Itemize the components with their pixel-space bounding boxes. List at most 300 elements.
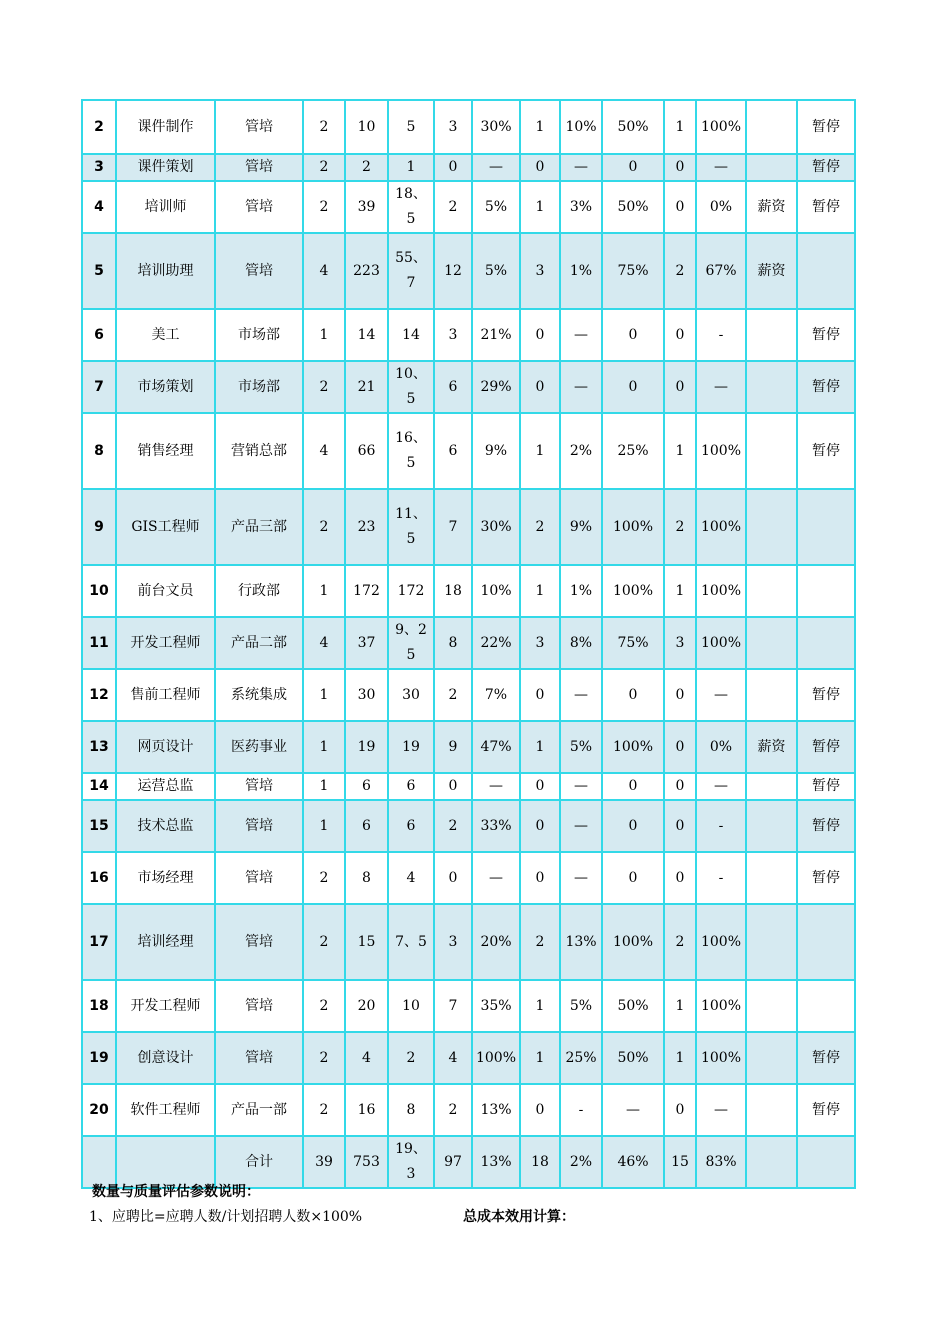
cell-r3: 0 [602,669,664,721]
cell-plan: 2 [303,980,345,1032]
cell-plan: 2 [303,1084,345,1136]
cell-hired: 1 [520,721,560,773]
cell-r3: 100% [602,565,664,617]
cell-r3: 0 [602,309,664,361]
cell-plan: 1 [303,800,345,852]
cell-r3: 0 [602,361,664,413]
cell-r3: — [602,1084,664,1136]
cell-no: 11 [82,617,116,669]
cell-r3: 100% [602,489,664,565]
cell-r2: 2% [560,413,602,489]
cell-applied: 30 [345,669,388,721]
cell-r1: 5% [472,233,520,309]
cell-plan: 2 [303,361,345,413]
cell-r4: 100% [696,1032,746,1084]
cell-plan: 2 [303,904,345,980]
cell-screened: 30 [388,669,434,721]
cell-dept: 管培 [215,154,303,181]
cell-onboard: 0 [664,361,696,413]
cell-dept: 管培 [215,100,303,154]
cell-name: 运营总监 [116,773,215,800]
cell-plan: 4 [303,413,345,489]
cell-status [797,904,855,980]
cell-r2: — [560,154,602,181]
cell-name: 开发工程师 [116,617,215,669]
cell-plan: 39 [303,1136,345,1188]
cell-applied: 23 [345,489,388,565]
cell-remark [746,852,797,904]
cell-r2: 10% [560,100,602,154]
cell-r3: 50% [602,980,664,1032]
cell-remark: 薪资 [746,721,797,773]
cell-remark [746,669,797,721]
cell-onboard: 0 [664,309,696,361]
cell-name: 软件工程师 [116,1084,215,1136]
cell-status [797,1136,855,1188]
cell-plan: 2 [303,1032,345,1084]
cell-applied: 8 [345,852,388,904]
cell-plan: 1 [303,565,345,617]
cell-onboard: 0 [664,181,696,233]
cell-hired: 1 [520,413,560,489]
cell-applied: 172 [345,565,388,617]
cell-interviewed: 7 [434,980,472,1032]
cell-screened: 5 [388,100,434,154]
cell-no: 14 [82,773,116,800]
cell-onboard: 2 [664,489,696,565]
cell-no: 4 [82,181,116,233]
cell-hired: 3 [520,617,560,669]
cell-interviewed: 0 [434,773,472,800]
cell-hired: 3 [520,233,560,309]
cell-applied: 20 [345,980,388,1032]
cell-r4: 0% [696,181,746,233]
table-row [82,904,855,980]
cell-interviewed: 18 [434,565,472,617]
cell-r4: 100% [696,100,746,154]
table-row [82,181,855,233]
cell-r1: 33% [472,800,520,852]
cell-onboard: 1 [664,100,696,154]
cell-status: 暂停 [797,309,855,361]
cell-no: 16 [82,852,116,904]
cell-screened: 10 [388,980,434,1032]
cell-screened: 172 [388,565,434,617]
cell-onboard: 0 [664,154,696,181]
cell-status: 暂停 [797,154,855,181]
cell-r3: 0 [602,773,664,800]
cell-name: GIS工程师 [116,489,215,565]
cell-r2: 5% [560,721,602,773]
cell-r1: 47% [472,721,520,773]
cell-no: 20 [82,1084,116,1136]
cell-status: 暂停 [797,1084,855,1136]
cell-remark [746,617,797,669]
cell-r1: 100% [472,1032,520,1084]
cell-dept: 管培 [215,233,303,309]
cell-hired: 18 [520,1136,560,1188]
cell-dept: 产品三部 [215,489,303,565]
cell-screened: 9、25 [388,617,434,669]
cell-r3: 25% [602,413,664,489]
table-row [82,800,855,852]
cell-onboard: 1 [664,565,696,617]
cell-name: 技术总监 [116,800,215,852]
cell-r2: 9% [560,489,602,565]
cell-r3: 100% [602,721,664,773]
cell-no: 15 [82,800,116,852]
cell-hired: 0 [520,800,560,852]
cell-name: 培训经理 [116,904,215,980]
cell-r1: 29% [472,361,520,413]
cell-applied: 6 [345,800,388,852]
cell-r1: 20% [472,904,520,980]
cell-r2: — [560,800,602,852]
cell-r4: 100% [696,617,746,669]
cell-applied: 223 [345,233,388,309]
cell-dept: 行政部 [215,565,303,617]
cell-interviewed: 3 [434,904,472,980]
cell-dept: 产品二部 [215,617,303,669]
cell-no: 19 [82,1032,116,1084]
cell-r2: 1% [560,565,602,617]
cell-r4: — [696,669,746,721]
cell-hired: 0 [520,154,560,181]
cell-r2: — [560,773,602,800]
cell-r3: 0 [602,800,664,852]
cell-onboard: 0 [664,721,696,773]
notes-heading: 数量与质量评估参数说明： [92,1184,260,1200]
table-row [82,413,855,489]
cell-remark [746,565,797,617]
cell-r3: 0 [602,852,664,904]
cell-plan: 2 [303,100,345,154]
cell-r1: 13% [472,1084,520,1136]
cell-r3: 75% [602,617,664,669]
cell-status [797,980,855,1032]
cell-r1: 35% [472,980,520,1032]
cell-dept: 医药事业 [215,721,303,773]
cell-status: 暂停 [797,361,855,413]
cell-screened: 8 [388,1084,434,1136]
table-row [82,669,855,721]
cell-r4: 100% [696,565,746,617]
table-row [82,773,855,800]
cell-applied: 15 [345,904,388,980]
cell-onboard: 1 [664,980,696,1032]
cell-dept: 管培 [215,1032,303,1084]
cell-onboard: 0 [664,1084,696,1136]
cell-r1: — [472,773,520,800]
cell-interviewed: 6 [434,361,472,413]
cell-status [797,617,855,669]
cell-applied: 2 [345,154,388,181]
cell-onboard: 15 [664,1136,696,1188]
cell-interviewed: 2 [434,669,472,721]
cell-r4: - [696,309,746,361]
cell-remark [746,309,797,361]
cell-remark [746,980,797,1032]
cell-screened: 4 [388,852,434,904]
cell-applied: 14 [345,309,388,361]
cell-r4: — [696,773,746,800]
cell-interviewed: 6 [434,413,472,489]
cell-plan: 2 [303,489,345,565]
cell-no: 5 [82,233,116,309]
cell-dept: 管培 [215,800,303,852]
cell-applied: 16 [345,1084,388,1136]
cell-hired: 1 [520,1032,560,1084]
cell-r3: 100% [602,904,664,980]
cell-hired: 2 [520,904,560,980]
cell-screened: 10、5 [388,361,434,413]
cell-screened: 19、3 [388,1136,434,1188]
cell-applied: 10 [345,100,388,154]
cost-heading: 总成本效用计算： [463,1209,575,1225]
cell-r2: 13% [560,904,602,980]
cell-remark [746,489,797,565]
cell-r2: 25% [560,1032,602,1084]
cell-remark: 薪资 [746,233,797,309]
cell-r3: 50% [602,100,664,154]
cell-plan: 2 [303,181,345,233]
cell-applied: 37 [345,617,388,669]
cell-r4: 83% [696,1136,746,1188]
cell-r4: - [696,852,746,904]
cell-dept: 市场部 [215,309,303,361]
cell-status: 暂停 [797,800,855,852]
cell-onboard: 2 [664,233,696,309]
cell-status: 暂停 [797,413,855,489]
table-row [82,1032,855,1084]
cell-r2: 2% [560,1136,602,1188]
cell-r1: 9% [472,413,520,489]
cell-screened: 1 [388,154,434,181]
cell-name: 销售经理 [116,413,215,489]
cell-applied: 21 [345,361,388,413]
table-row [82,361,855,413]
cell-interviewed: 0 [434,852,472,904]
cell-hired: 1 [520,565,560,617]
cell-interviewed: 4 [434,1032,472,1084]
cell-screened: 18、5 [388,181,434,233]
cell-hired: 2 [520,489,560,565]
cell-r3: 50% [602,1032,664,1084]
table-row [82,852,855,904]
cell-remark [746,413,797,489]
cell-plan: 2 [303,154,345,181]
cell-dept: 管培 [215,980,303,1032]
cell-dept: 市场部 [215,361,303,413]
cell-interviewed: 3 [434,100,472,154]
cell-name: 市场策划 [116,361,215,413]
cell-dept: 合计 [215,1136,303,1188]
table-row [82,721,855,773]
cell-r1: 21% [472,309,520,361]
cell-remark [746,904,797,980]
cell-remark: 薪资 [746,181,797,233]
cell-plan: 4 [303,233,345,309]
cell-dept: 系统集成 [215,669,303,721]
cell-status [797,565,855,617]
cell-applied: 19 [345,721,388,773]
cell-hired: 1 [520,181,560,233]
table-row [82,489,855,565]
cell-plan: 2 [303,852,345,904]
cell-dept: 营销总部 [215,413,303,489]
cell-status: 暂停 [797,852,855,904]
cell-hired: 1 [520,980,560,1032]
cell-interviewed: 7 [434,489,472,565]
cell-r2: - [560,1084,602,1136]
cell-remark [746,1136,797,1188]
cell-interviewed: 12 [434,233,472,309]
cell-remark [746,800,797,852]
cell-applied: 66 [345,413,388,489]
cell-r1: 30% [472,489,520,565]
cell-screened: 19 [388,721,434,773]
cell-no: 9 [82,489,116,565]
cell-no: 2 [82,100,116,154]
cell-r1: — [472,852,520,904]
cell-interviewed: 3 [434,309,472,361]
cell-r3: 50% [602,181,664,233]
cell-remark [746,100,797,154]
cell-r4: - [696,800,746,852]
cell-hired: 0 [520,309,560,361]
cell-name: 培训助理 [116,233,215,309]
cell-hired: 0 [520,1084,560,1136]
cell-onboard: 1 [664,413,696,489]
cell-applied: 753 [345,1136,388,1188]
cell-onboard: 2 [664,904,696,980]
cell-remark [746,1084,797,1136]
table-row [82,980,855,1032]
cell-interviewed: 9 [434,721,472,773]
cell-screened: 2 [388,1032,434,1084]
cell-applied: 4 [345,1032,388,1084]
cell-status: 暂停 [797,773,855,800]
cell-dept: 产品一部 [215,1084,303,1136]
cell-onboard: 0 [664,852,696,904]
cell-onboard: 3 [664,617,696,669]
cell-interviewed: 8 [434,617,472,669]
cell-status [797,489,855,565]
table-row [82,1084,855,1136]
cell-plan: 4 [303,617,345,669]
cell-plan: 1 [303,309,345,361]
cell-r3: 46% [602,1136,664,1188]
cell-remark [746,1032,797,1084]
cell-r2: — [560,309,602,361]
cell-r1: 13% [472,1136,520,1188]
cell-r4: — [696,154,746,181]
cell-name: 美工 [116,309,215,361]
cell-hired: 0 [520,669,560,721]
cell-no: 18 [82,980,116,1032]
cell-interviewed: 97 [434,1136,472,1188]
table-row [82,617,855,669]
table-row [82,565,855,617]
cell-screened: 14 [388,309,434,361]
cell-status [797,233,855,309]
cell-name: 前台文员 [116,565,215,617]
cell-r1: 7% [472,669,520,721]
cell-hired: 1 [520,100,560,154]
cell-status: 暂停 [797,669,855,721]
cell-r1: — [472,154,520,181]
cell-status: 暂停 [797,1032,855,1084]
cell-name: 课件策划 [116,154,215,181]
cell-hired: 0 [520,773,560,800]
cell-no: 6 [82,309,116,361]
cell-name: 网页设计 [116,721,215,773]
cell-r4: — [696,361,746,413]
cell-onboard: 0 [664,773,696,800]
cell-status: 暂停 [797,181,855,233]
cell-screened: 7、5 [388,904,434,980]
cell-interviewed: 2 [434,1084,472,1136]
cell-onboard: 0 [664,800,696,852]
cell-hired: 0 [520,852,560,904]
cell-r2: 1% [560,233,602,309]
cell-r2: — [560,669,602,721]
cell-dept: 管培 [215,181,303,233]
cell-interviewed: 2 [434,181,472,233]
cell-no: 13 [82,721,116,773]
cell-onboard: 1 [664,1032,696,1084]
table-row [82,100,855,154]
cell-screened: 55、7 [388,233,434,309]
cell-plan: 1 [303,669,345,721]
cell-dept: 管培 [215,904,303,980]
table-row [82,154,855,181]
cell-applied: 6 [345,773,388,800]
cell-r3: 75% [602,233,664,309]
cell-screened: 16、5 [388,413,434,489]
cell-no: 7 [82,361,116,413]
cell-interviewed: 2 [434,800,472,852]
cell-r1: 22% [472,617,520,669]
cell-no: 3 [82,154,116,181]
cell-r3: 0 [602,154,664,181]
cell-name: 市场经理 [116,852,215,904]
cell-name: 售前工程师 [116,669,215,721]
table-row [82,309,855,361]
cell-onboard: 0 [664,669,696,721]
cell-r2: — [560,361,602,413]
cell-dept: 管培 [215,773,303,800]
cell-r4: — [696,1084,746,1136]
table-row [82,233,855,309]
cell-status: 暂停 [797,721,855,773]
cell-screened: 6 [388,800,434,852]
cell-no: 10 [82,565,116,617]
cell-dept: 管培 [215,852,303,904]
cell-r4: 100% [696,904,746,980]
cell-name: 开发工程师 [116,980,215,1032]
cell-r4: 0% [696,721,746,773]
cell-no: 8 [82,413,116,489]
cell-hired: 0 [520,361,560,413]
cell-remark [746,154,797,181]
cell-name: 课件制作 [116,100,215,154]
cell-no: 17 [82,904,116,980]
cell-r1: 30% [472,100,520,154]
cell-plan: 1 [303,721,345,773]
cell-remark [746,773,797,800]
cell-screened: 6 [388,773,434,800]
